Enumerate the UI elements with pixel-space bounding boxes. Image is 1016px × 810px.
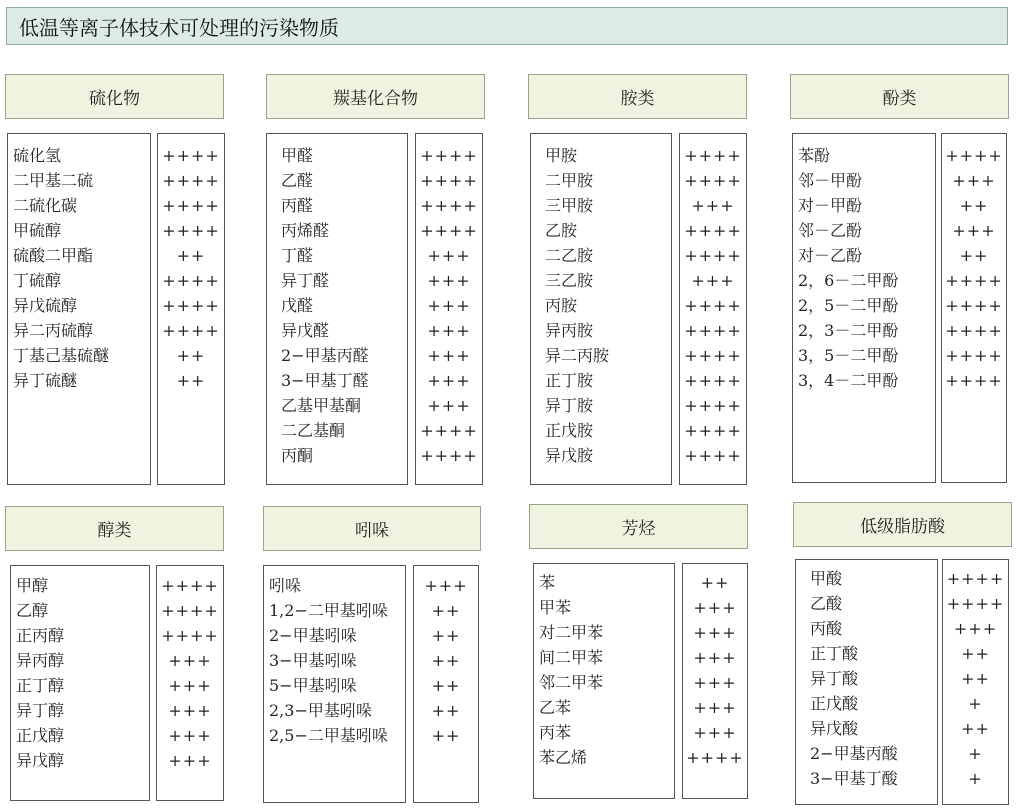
- table-cell: 正丁胺: [545, 371, 594, 390]
- table-cell: ++: [961, 644, 990, 663]
- table-cell: 2,3−甲基吲哚: [269, 701, 372, 720]
- table-cell: ++: [959, 196, 989, 215]
- table-cell: ++++: [684, 346, 742, 365]
- table-cell: 乙醇: [16, 601, 49, 620]
- table-cell: ++++: [684, 321, 742, 340]
- table-cell: ++: [431, 601, 461, 620]
- name-column: [533, 563, 675, 799]
- table-cell: ++++: [945, 296, 1003, 315]
- table-cell: ++: [176, 346, 206, 365]
- table-cell: ++: [176, 246, 206, 265]
- table-cell: ++: [431, 626, 461, 645]
- table-cell: 2−甲基丙醛: [281, 346, 369, 365]
- table-cell: 3−甲基丁醛: [281, 371, 369, 390]
- table-cell: ++++: [946, 594, 1005, 613]
- table-cell: +++: [693, 623, 737, 642]
- table-cell: 异丁硫醚: [13, 371, 78, 390]
- table-cell: 对二甲苯: [539, 623, 604, 642]
- table-cell: ++++: [684, 246, 742, 265]
- table-cell: 3−甲基吲哚: [269, 651, 357, 670]
- table-cell: ++: [431, 651, 461, 670]
- table-cell: +++: [691, 196, 735, 215]
- table-cell: 5−甲基吲哚: [269, 676, 357, 695]
- table-cell: ++++: [162, 296, 220, 315]
- table-cell: 甲苯: [539, 598, 572, 617]
- table-cell: ++++: [946, 569, 1005, 588]
- table-cell: 戊醛: [281, 296, 314, 315]
- value-column: [679, 133, 747, 485]
- name-column: [10, 565, 150, 801]
- table-cell: 甲胺: [545, 146, 578, 165]
- table-cell: 3−甲基丁酸: [810, 769, 898, 788]
- table-cell: 甲酸: [810, 569, 843, 588]
- table-cell: ++++: [162, 196, 220, 215]
- table-cell: ++++: [420, 146, 478, 165]
- table-cell: 异戊醇: [16, 751, 65, 770]
- table-cell: +++: [693, 723, 737, 742]
- table-cell: ++: [431, 676, 461, 695]
- table-cell: 甲硫醇: [13, 221, 62, 240]
- table-cell: ++++: [420, 171, 478, 190]
- section-header: 硫化物: [5, 74, 224, 119]
- table-cell: ++++: [161, 576, 219, 595]
- table-cell: +++: [693, 648, 737, 667]
- table-cell: 异丁胺: [545, 396, 594, 415]
- table-cell: ++: [431, 701, 461, 720]
- table-cell: 2−甲基丙酸: [810, 744, 898, 763]
- section-header: 酚类: [790, 74, 1009, 119]
- table-cell: ++++: [945, 346, 1003, 365]
- table-cell: 硫化氢: [13, 146, 62, 165]
- table-cell: 苯乙烯: [539, 748, 588, 767]
- table-cell: ++: [961, 719, 990, 738]
- table-cell: 二乙基酮: [281, 421, 346, 440]
- table-cell: 甲醇: [16, 576, 49, 595]
- name-column: [792, 133, 936, 483]
- value-column: [415, 133, 483, 485]
- name-column: [795, 559, 938, 805]
- table-cell: ++++: [684, 296, 742, 315]
- table-cell: 3，5－二甲酚: [798, 346, 899, 365]
- table-cell: 丙酮: [281, 446, 314, 465]
- table-cell: 丁醛: [281, 246, 314, 265]
- table-cell: 二甲基二硫: [13, 171, 94, 190]
- page-title: 低温等离子体技术可处理的污染物质: [6, 7, 1008, 45]
- table-cell: +++: [427, 321, 471, 340]
- table-cell: +++: [168, 676, 212, 695]
- name-column: [266, 133, 408, 485]
- table-cell: +: [968, 744, 983, 763]
- value-column: [682, 563, 748, 799]
- table-cell: 2，3－二甲酚: [798, 321, 899, 340]
- section-header: 低级脂肪酸: [793, 502, 1012, 547]
- table-cell: +++: [427, 271, 471, 290]
- table-cell: +++: [693, 598, 737, 617]
- table-cell: 正丁醇: [16, 676, 65, 695]
- table-cell: +++: [427, 396, 471, 415]
- table-cell: 甲醛: [281, 146, 314, 165]
- table-cell: ++++: [162, 271, 220, 290]
- table-cell: 间二甲苯: [539, 648, 604, 667]
- table-cell: 丁基己基硫醚: [13, 346, 110, 365]
- table-cell: +++: [952, 171, 996, 190]
- name-column: [7, 133, 151, 485]
- table-cell: 异丁酸: [810, 669, 859, 688]
- table-cell: 异戊酸: [810, 719, 859, 738]
- table-cell: +++: [953, 619, 998, 638]
- table-cell: 丙烯醛: [281, 221, 330, 240]
- table-cell: 邻－甲酚: [798, 171, 863, 190]
- table-cell: ++++: [162, 171, 220, 190]
- table-cell: 正戊醇: [16, 726, 65, 745]
- table-cell: 邻二甲苯: [539, 673, 604, 692]
- table-cell: 乙醛: [281, 171, 314, 190]
- table-cell: ++: [961, 669, 990, 688]
- table-cell: +: [968, 694, 983, 713]
- table-cell: ++++: [684, 371, 742, 390]
- table-cell: ++++: [684, 221, 742, 240]
- table-cell: 丙酸: [810, 619, 843, 638]
- table-cell: +++: [693, 698, 737, 717]
- table-cell: ++++: [945, 371, 1003, 390]
- table-cell: ++: [176, 371, 206, 390]
- table-cell: 二硫化碳: [13, 196, 78, 215]
- table-cell: 正丙醇: [16, 626, 65, 645]
- table-cell: 丙胺: [545, 296, 578, 315]
- table-cell: ++++: [162, 221, 220, 240]
- table-cell: 乙胺: [545, 221, 578, 240]
- table-cell: +++: [693, 673, 737, 692]
- table-cell: +++: [424, 576, 468, 595]
- table-cell: ++++: [945, 321, 1003, 340]
- table-cell: +++: [427, 296, 471, 315]
- table-cell: +++: [168, 701, 212, 720]
- table-cell: 正戊胺: [545, 421, 594, 440]
- table-cell: 二乙胺: [545, 246, 594, 265]
- table-cell: ++++: [161, 601, 219, 620]
- table-cell: ++++: [420, 221, 478, 240]
- table-cell: 苯: [539, 573, 556, 592]
- table-cell: ++++: [684, 171, 742, 190]
- table-cell: +++: [168, 651, 212, 670]
- table-cell: 3，4－二甲酚: [798, 371, 899, 390]
- table-cell: ++++: [684, 421, 742, 440]
- table-cell: +++: [168, 726, 212, 745]
- table-cell: 异戊醛: [281, 321, 330, 340]
- table-cell: 邻－乙酚: [798, 221, 863, 240]
- table-cell: 异二丙硫醇: [13, 321, 94, 340]
- table-cell: +: [968, 769, 983, 788]
- name-column: [530, 133, 672, 485]
- table-cell: 乙酸: [810, 594, 843, 613]
- table-cell: 2，5－二甲酚: [798, 296, 899, 315]
- table-cell: 对－甲酚: [798, 196, 863, 215]
- value-column: [941, 133, 1007, 483]
- section-header: 胺类: [528, 74, 747, 119]
- table-cell: ++++: [420, 421, 478, 440]
- table-cell: 丙醛: [281, 196, 314, 215]
- table-cell: 异丙胺: [545, 321, 594, 340]
- table-cell: +++: [427, 371, 471, 390]
- table-cell: 异丁醇: [16, 701, 65, 720]
- table-cell: 2,5−二甲基吲哚: [269, 726, 388, 745]
- table-cell: 硫酸二甲酯: [13, 246, 94, 265]
- table-cell: 苯酚: [798, 146, 831, 165]
- table-cell: 丁硫醇: [13, 271, 62, 290]
- table-cell: ++: [431, 726, 461, 745]
- table-cell: 乙基甲基酮: [281, 396, 362, 415]
- table-cell: 异二丙胺: [545, 346, 610, 365]
- value-column: [942, 559, 1009, 805]
- table-cell: ++++: [945, 271, 1003, 290]
- table-cell: 异丙醇: [16, 651, 65, 670]
- table-cell: +++: [952, 221, 996, 240]
- table-cell: ++++: [161, 626, 219, 645]
- value-column: [156, 565, 224, 801]
- table-cell: ++++: [162, 321, 220, 340]
- table-cell: 三甲胺: [545, 196, 594, 215]
- section-header: 吲哚: [263, 506, 481, 551]
- table-cell: 异丁醛: [281, 271, 330, 290]
- table-cell: 乙苯: [539, 698, 572, 717]
- table-cell: 三乙胺: [545, 271, 594, 290]
- table-cell: 2，6－二甲酚: [798, 271, 899, 290]
- table-cell: 1,2−二甲基吲哚: [269, 601, 388, 620]
- table-cell: +++: [427, 346, 471, 365]
- table-cell: +++: [691, 271, 735, 290]
- table-cell: ++: [700, 573, 730, 592]
- name-column: [263, 565, 406, 803]
- table-cell: ++++: [684, 146, 742, 165]
- table-cell: ++++: [686, 748, 744, 767]
- table-cell: 丙苯: [539, 723, 572, 742]
- table-cell: +++: [168, 751, 212, 770]
- section-header: 羰基化合物: [266, 74, 485, 119]
- section-header: 醇类: [5, 506, 224, 551]
- table-cell: ++++: [684, 396, 742, 415]
- table-cell: 正戊酸: [810, 694, 859, 713]
- table-cell: 异戊胺: [545, 446, 594, 465]
- table-cell: 2−甲基吲哚: [269, 626, 357, 645]
- table-cell: ++++: [420, 446, 478, 465]
- table-cell: 异戊硫醇: [13, 296, 78, 315]
- section-header: 芳烃: [529, 504, 748, 549]
- table-cell: ++++: [684, 446, 742, 465]
- table-cell: ++: [959, 246, 989, 265]
- table-cell: 正丁酸: [810, 644, 859, 663]
- table-cell: 对－乙酚: [798, 246, 863, 265]
- table-cell: +++: [427, 246, 471, 265]
- table-cell: 二甲胺: [545, 171, 594, 190]
- table-cell: ++++: [420, 196, 478, 215]
- table-cell: 吲哚: [269, 576, 302, 595]
- table-cell: ++++: [162, 146, 220, 165]
- value-column: [413, 565, 479, 803]
- table-cell: ++++: [945, 146, 1003, 165]
- value-column: [157, 133, 225, 485]
